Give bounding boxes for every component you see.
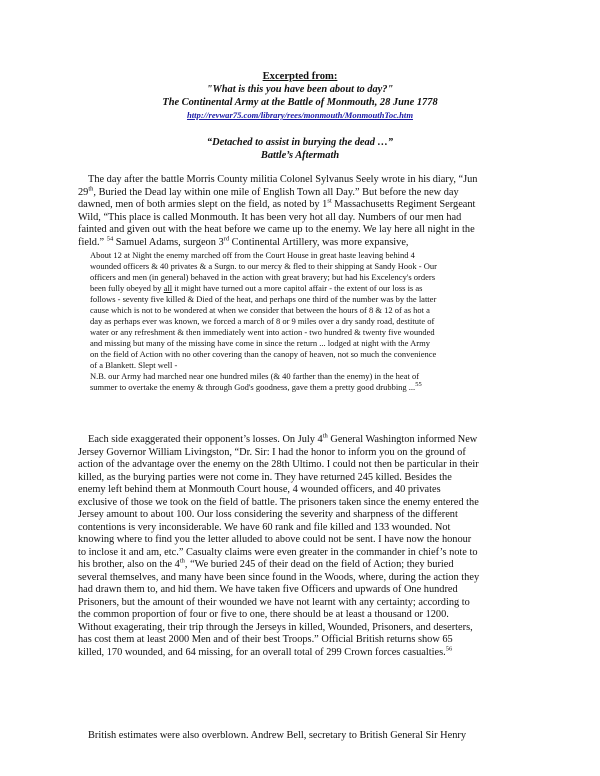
paragraph-3: British estimates were also overblown. Andrew Bell, secretary to British General Sir Henry [88, 730, 467, 741]
paragraph-1: The day after the battle Morris County militia Colonel Sylvanus Seely wrote in his diary, “Jun 29th, Buried the Dead lay within one mile of English Town all Day.” But before the new day dawned, men of both armies slept on the field, as noted by 1st Massachusetts Regiment Sergeant Wild, “This place is called Monmouth. It has been very hot all day. Numbers of our men had fainted and given out with the heat before we came up to the enemy. We lay here all night in the field.” $^{54}$ Samuel Adams, surgeon 3rd Continental Artillery, was more expansive, [78, 174, 478, 248]
document-header [0, 70, 600, 122]
section-title: “Detached to assist in burying the dead …” [206, 137, 394, 148]
footnote-ref: 56 [445, 645, 453, 653]
section-subtitle: Battle’s Aftermath [260, 150, 340, 161]
book-quote-title: "What is this you have been about to day?" [206, 84, 394, 95]
source-link[interactable]: http://revwar75.com/library/rees/monmouth/MonmouthToc.htm [186, 110, 414, 120]
book-subtitle: The Continental Army at the Battle of Monmouth, 28 June 1778 [162, 97, 438, 108]
paragraph-2: Each side exaggerated their opponent’s losses. On July 4th General Washington informed New Jersey Governor William Livingston, “Dr. Sir: I had the honor to inform you on the ground of action of the advantage over the enemy on the 28th Ultimo. I could not then be particular in their killed, as the burying parties were not come in. They have returned 245 killed. Besides the enemy left behind them at Monmouth Court house, 4 wounded officers, and 40 privates exclusive of those we took on the field of battle. The prisoners taken since the enemy entered the Jersey amount to about 100. Our loss considering the severity and sharpness of the different contentions is very inconsiderable. We have 60 rank and file killed and 133 wounded. Not knowing where to find you the letter alluded to above could not be sent. I have now the honour to inclose it and am, etc.” Casualty claims were even greater in the commander in chief’s note to his brother, also on the 4th, “We buried 245 of their dead on the field of Action; they buried several themselves, and many have been since found in the Woods, where, during the action they had drawn them to, and hid them. We have taken five Officers and upwards of One hundred Prisoners, but the amount of their wounded we have not learnt with any certainty; according to the common proportion of four or five to one, there should be at least a thousand or 1200. Without exagerating, their trip through the Jerseys in killed, Wounded, Prisoners, and deserters, has cost them at least 2000 Men and of their best Troops.” Official British returns show 65 killed, 170 wounded, and 64 missing, for an overall total of 299 Crown forces casualties.$^{56}$ [78, 432, 480, 658]
block-quote: About 12 at Night the enemy marched off from the Court House in great haste leaving behind 4 wounded officers & 40 privates & a Surgn. to our mercy & fled to their shipping at Sandy Hook - Our officers and men (in general) behaved in the action with great bravery; but had his Excelency's orders been fully obeyed by all it might have turned out a more capitol affair - the extent of our loss is as follows - seventy five killed & Died of the heat, and perhaps one third of the number was by the latter cause which is not to be wondered at when we consider that between the hours of 8 & 12 of as hot a day as perhaps ever was known, we forced a march of 8 or 9 miles over a dry sandy road, destitute of water or any refreshment & then immediately went into action - two hundred & twenty five wounded and missing but many of the missing have come in since the return ... lodged at night with the Army on the field of Action with no other covering than the canopy of heaven, not so much the convenience of a Blankett. Slept well - N.B. our Army had marched near one hundred miles (& 40 farther than the enemy) in the heat of summer to overtake the enemy & through God's goodness, gave them a pretty good drubbing ...$^{55}$ [90, 250, 437, 392]
footnote-ref: 54 [106, 235, 114, 243]
footnote-ref: 55 [415, 381, 422, 389]
excerpt-label: Excerpted from: [262, 71, 338, 82]
section-heading [0, 136, 600, 162]
